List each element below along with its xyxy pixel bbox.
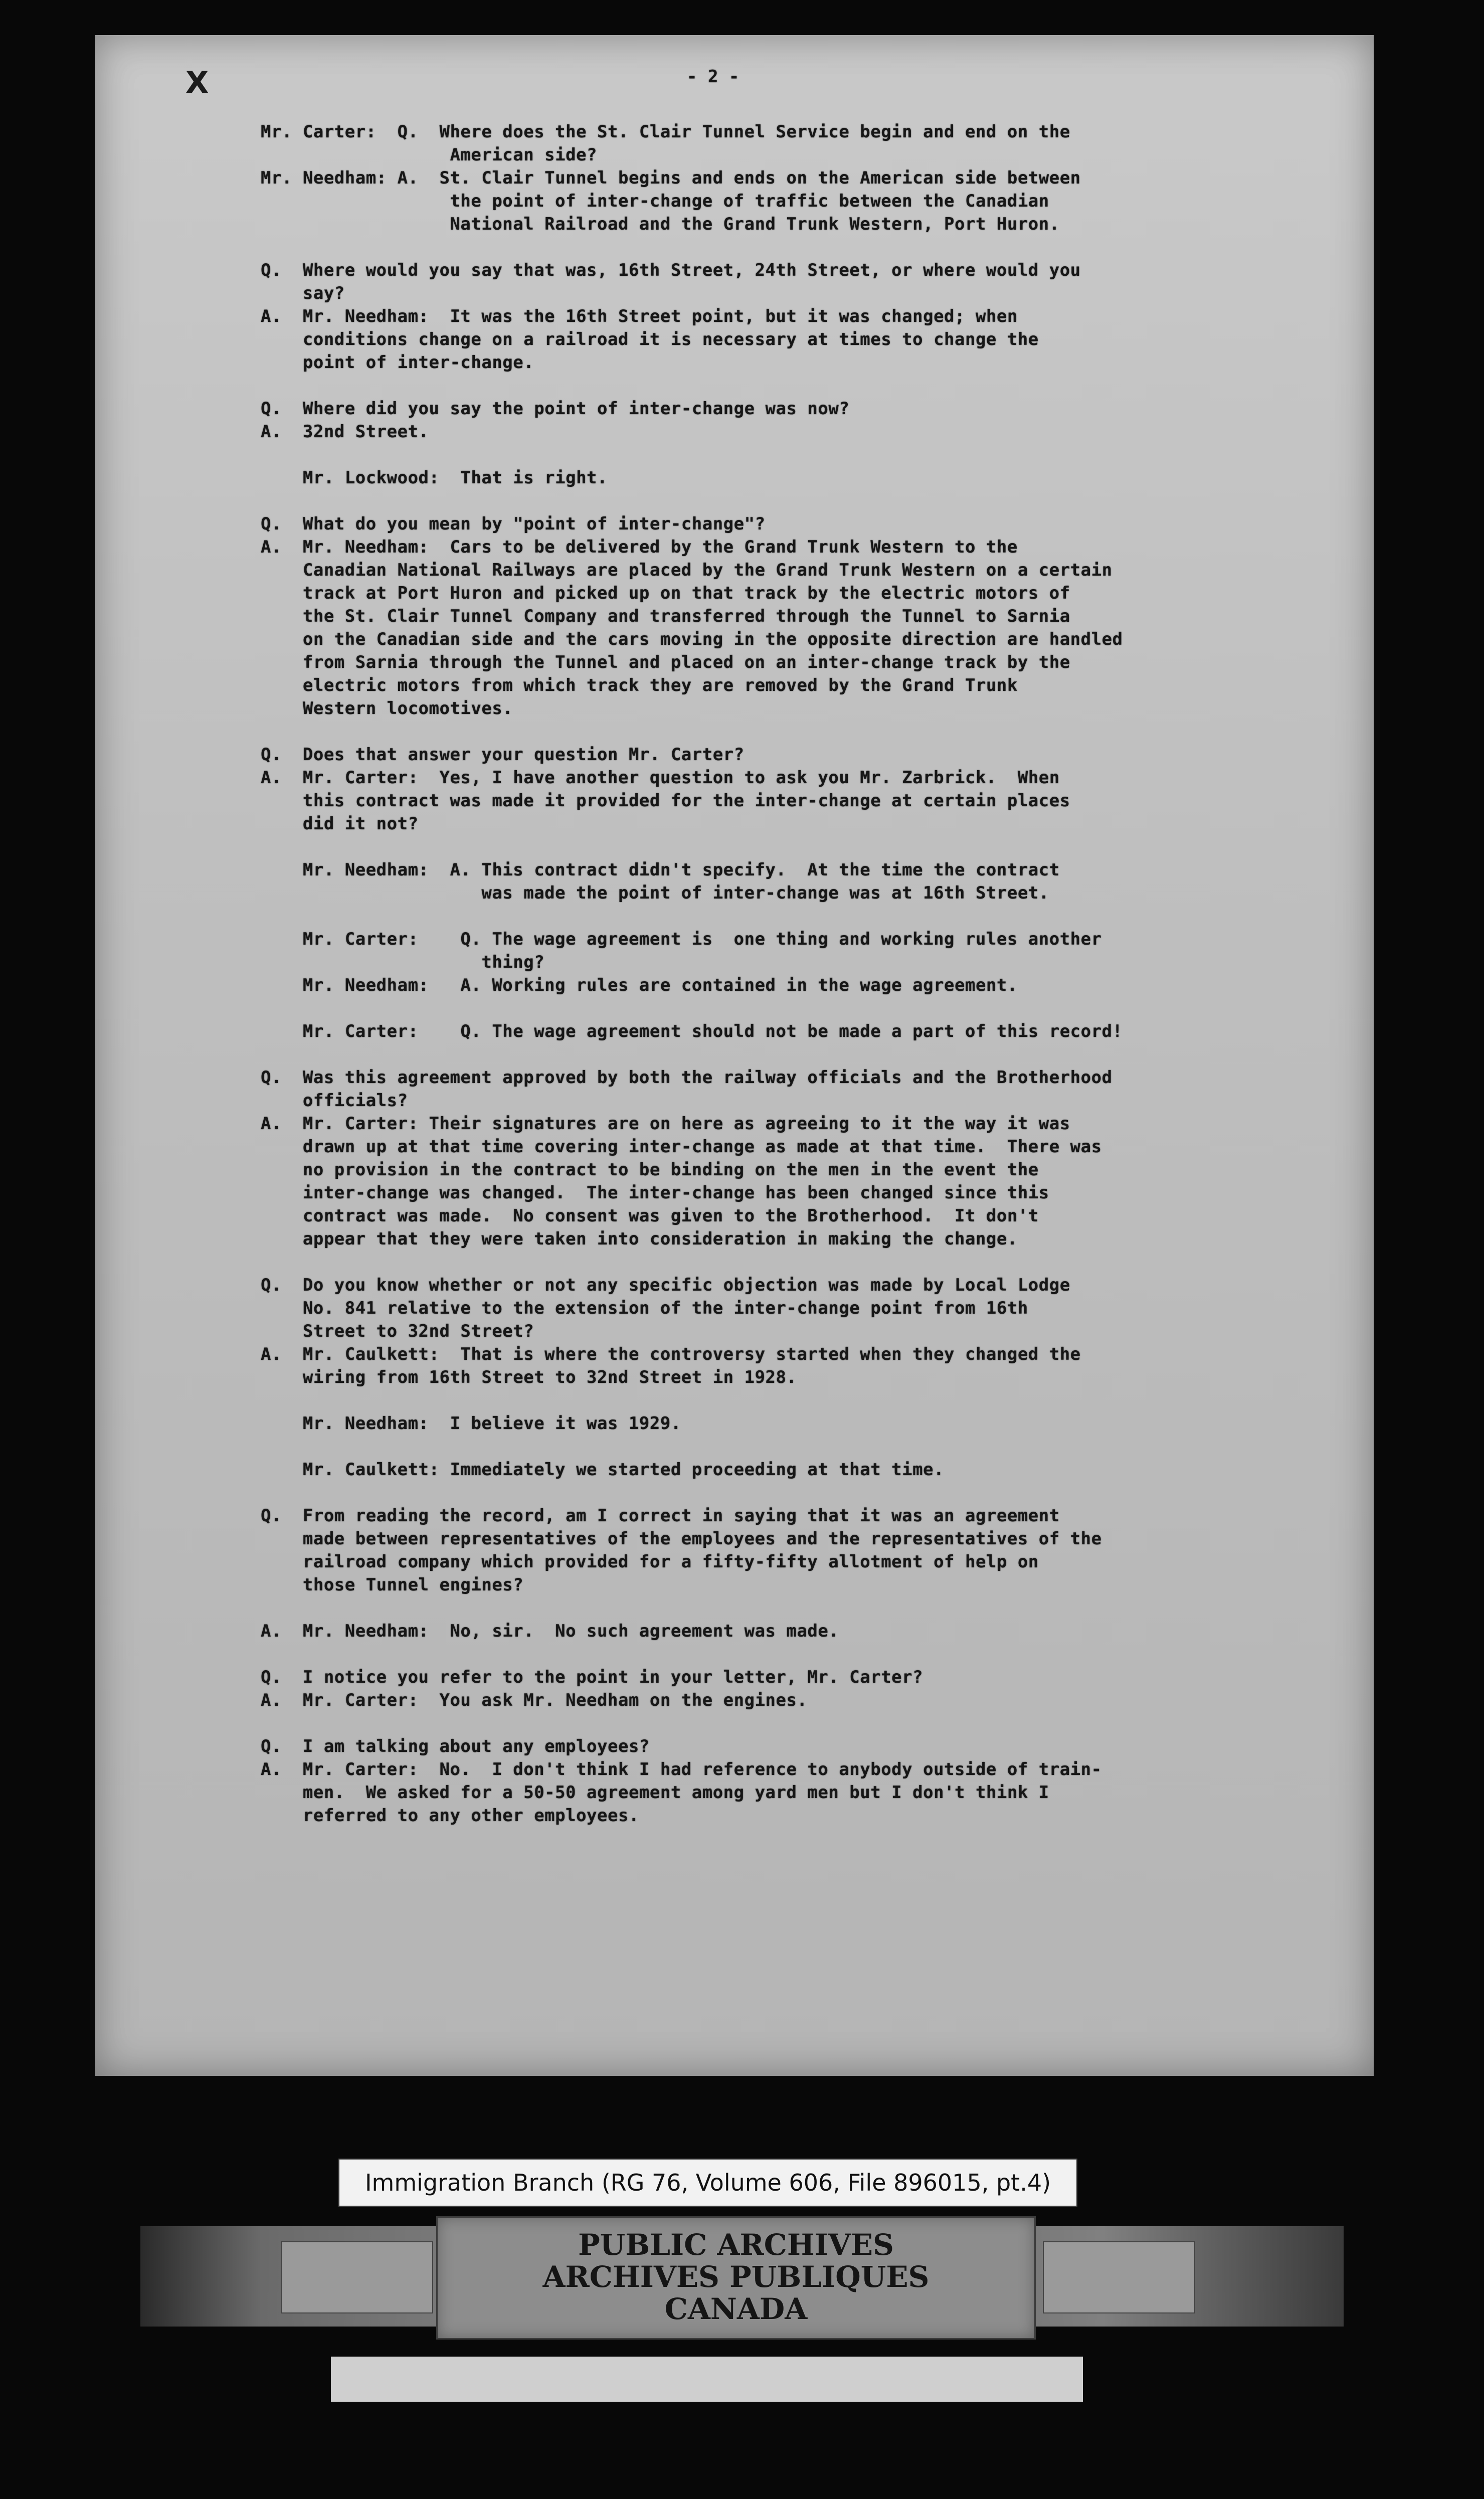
transcript-line: those Tunnel engines? <box>261 1575 524 1595</box>
transcript-line: American side? <box>261 145 598 165</box>
transcript-line: Mr. Needham: A. This contract didn't specify. At the time the contract <box>261 860 1060 880</box>
film-lower-bar <box>331 2357 1083 2402</box>
film-tab-right <box>1043 2241 1195 2313</box>
corner-mark: X <box>186 65 209 100</box>
transcript-line: drawn up at that time covering inter-change as made at that time. There was <box>261 1137 1102 1157</box>
transcript-line: Western locomotives. <box>261 698 513 719</box>
transcript-line: Mr. Needham: I believe it was 1929. <box>261 1413 681 1434</box>
transcript-line: was made the point of inter-change was at 16th Street. <box>261 883 1049 903</box>
transcript-line: Q. Do you know whether or not any specific objection was made by Local Lodge <box>261 1275 1070 1295</box>
transcript-line: thing? <box>261 952 545 972</box>
transcript-line: no provision in the contract to be binding on the men in the event the <box>261 1160 1039 1180</box>
transcript-line: did it not? <box>261 814 419 834</box>
transcript-line: Q. What do you mean by "point of inter-change"? <box>261 514 766 534</box>
transcript-line: A. 32nd Street. <box>261 422 429 442</box>
transcript-line: Mr. Needham: A. St. Clair Tunnel begins and ends on the American side between <box>261 168 1081 188</box>
transcript-line: Mr. Lockwood: That is right. <box>261 468 608 488</box>
transcript-line: appear that they were taken into consideration in making the change. <box>261 1229 1018 1249</box>
stamp-line-french: ARCHIVES PUBLIQUES <box>542 2260 930 2294</box>
transcript-line: A. Mr. Carter: Their signatures are on here as agreeing to it the way it was <box>261 1114 1070 1134</box>
transcript-line: inter-change was changed. The inter-change has been changed since this <box>261 1183 1049 1203</box>
transcript-line: Canadian National Railways are placed by the Grand Trunk Western on a certain <box>261 560 1112 580</box>
film-tab-left <box>281 2241 433 2313</box>
transcript-line: conditions change on a railroad it is necessary at times to change the <box>261 329 1039 349</box>
transcript-line: Street to 32nd Street? <box>261 1321 534 1341</box>
transcript-line: this contract was made it provided for the inter-change at certain places <box>261 791 1070 811</box>
transcript-line: Q. I am talking about any employees? <box>261 1736 650 1756</box>
transcript-line: contract was made. No consent was given to the Brotherhood. It don't <box>261 1206 1039 1226</box>
transcript-line: Mr. Needham: A. Working rules are contained in the wage agreement. <box>261 975 1018 995</box>
transcript-line: Mr. Caulkett: Immediately we started proceeding at that time. <box>261 1460 945 1480</box>
transcript-line: say? <box>261 283 345 303</box>
transcript-line: electric motors from which track they are removed by the Grand Trunk <box>261 675 1018 695</box>
page-number: - 2 - <box>687 67 739 87</box>
transcript-line: track at Port Huron and picked up on that track by the electric motors of <box>261 583 1070 603</box>
transcript-line: referred to any other employees. <box>261 1806 639 1826</box>
transcript-line: Q. Where did you say the point of inter-change was now? <box>261 399 850 419</box>
transcript-line: A. Mr. Carter: Yes, I have another question to ask you Mr. Zarbrick. When <box>261 768 1060 788</box>
transcript-line: the St. Clair Tunnel Company and transferred through the Tunnel to Sarnia <box>261 606 1070 626</box>
transcript-line: Mr. Carter: Q. The wage agreement should not be made a part of this record! <box>261 1021 1123 1041</box>
document-page <box>95 35 1374 2076</box>
transcript-line: A. Mr. Caulkett: That is where the controversy started when they changed the <box>261 1344 1081 1364</box>
transcript-line: officials? <box>261 1091 408 1111</box>
archive-stamp <box>436 2216 1036 2340</box>
transcript-line: A. Mr. Needham: Cars to be delivered by the Grand Trunk Western to the <box>261 537 1018 557</box>
transcript-line: Q. Where would you say that was, 16th Street, 24th Street, or where would you <box>261 260 1081 280</box>
stamp-line-english: PUBLIC ARCHIVES <box>578 2228 894 2262</box>
transcript-line: from Sarnia through the Tunnel and placed on an inter-change track by the <box>261 652 1070 672</box>
transcript-line: National Railroad and the Grand Trunk Western, Port Huron. <box>261 214 1060 234</box>
transcript-line: made between representatives of the employees and the representatives of the <box>261 1529 1102 1549</box>
transcript-line: No. 841 relative to the extension of the inter-change point from 16th <box>261 1298 1028 1318</box>
transcript-line: railroad company which provided for a fifty-fifty allotment of help on <box>261 1552 1039 1572</box>
transcript-line: Q. From reading the record, am I correct in saying that it was an agreement <box>261 1506 1060 1526</box>
archive-caption: Immigration Branch (RG 76, Volume 606, File 896015, pt.4) <box>338 2159 1077 2207</box>
transcript-line: Q. Does that answer your question Mr. Carter? <box>261 745 745 765</box>
transcript-line: men. We asked for a 50-50 agreement among yard men but I don't think I <box>261 1782 1049 1803</box>
transcript-line: wiring from 16th Street to 32nd Street in 1928. <box>261 1367 797 1387</box>
transcript-line: A. Mr. Needham: No, sir. No such agreement was made. <box>261 1621 839 1641</box>
transcript-line: Q. I notice you refer to the point in your letter, Mr. Carter? <box>261 1667 923 1687</box>
transcript-line: Q. Was this agreement approved by both the railway officials and the Brotherhood <box>261 1067 1112 1088</box>
transcript-line: A. Mr. Carter: You ask Mr. Needham on the engines. <box>261 1690 808 1710</box>
transcript-line: A. Mr. Carter: No. I don't think I had reference to anybody outside of train- <box>261 1759 1102 1779</box>
transcript-line: Mr. Carter: Q. The wage agreement is one thing and working rules another <box>261 929 1102 949</box>
transcript-line: on the Canadian side and the cars moving in the opposite direction are handled <box>261 629 1123 649</box>
transcript-line: Mr. Carter: Q. Where does the St. Clair Tunnel Service begin and end on the <box>261 122 1070 142</box>
stamp-line-country: CANADA <box>664 2292 808 2326</box>
transcript-line: A. Mr. Needham: It was the 16th Street point, but it was changed; when <box>261 306 1018 326</box>
transcript-line: point of inter-change. <box>261 352 534 373</box>
transcript-line: the point of inter-change of traffic between the Canadian <box>261 191 1049 211</box>
